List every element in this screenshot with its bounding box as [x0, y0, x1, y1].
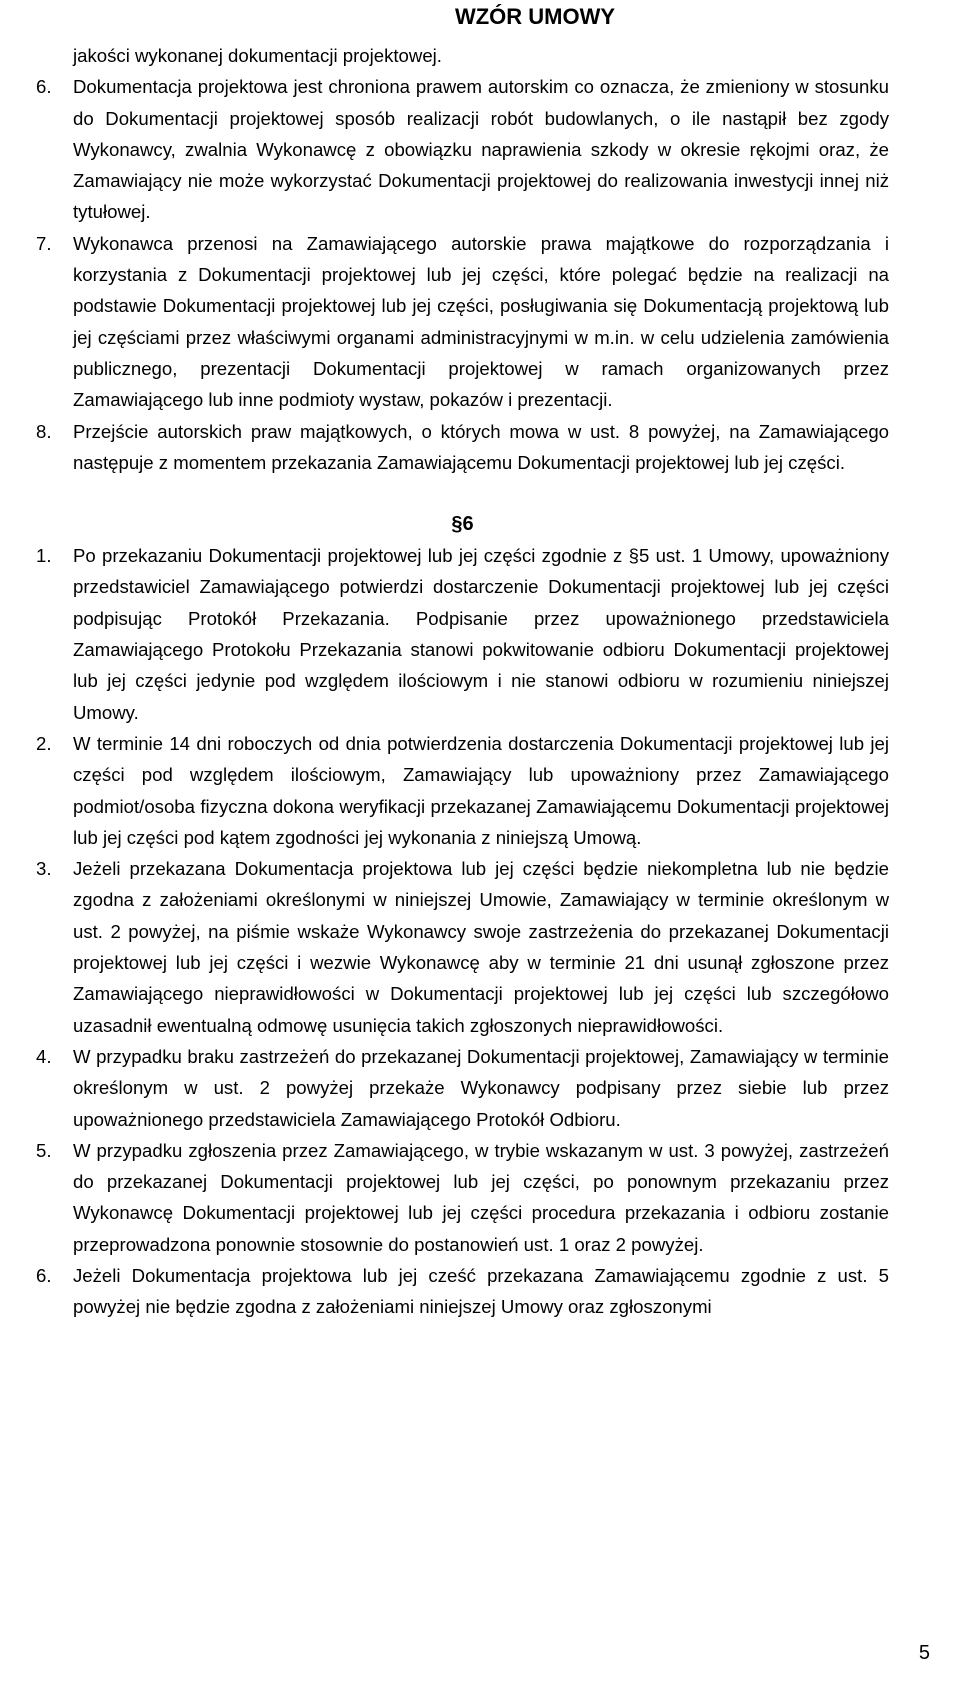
section-heading: §6: [451, 513, 474, 536]
item-text: W terminie 14 dni roboczych od dnia potwierdzenia dostarczenia Dokumentacji projektowej lub jej części pod względem ilościowym, Zamawiający lub upoważniony przez Zamawiającego podmiot/osoba fizyczna dokona weryfikacji przekazanej Zamawiającemu Dokumentacji projektowej lub jej części pod kątem zgodności jej wykonania z niniejszą Umową.: [73, 732, 889, 848]
list-item: [36, 1135, 889, 1260]
item-number: 6.: [36, 1264, 52, 1286]
item-number: 1.: [36, 545, 52, 567]
item-text: Jeżeli Dokumentacja projektowa lub jej cześć przekazana Zamawiającemu zgodnie z ust. 5 powyżej nie będzie zgodna z założeniami niniejszej Umowy oraz zgłoszonymi: [73, 1264, 889, 1318]
header-title: WZÓR UMOWY: [454, 4, 616, 29]
page-number: 5: [918, 1642, 930, 1664]
document-body: [36, 40, 889, 1323]
item-number: 3.: [36, 858, 52, 880]
item-number: 8.: [36, 420, 52, 442]
document-header: [0, 4, 960, 30]
list-item: [36, 71, 889, 227]
item-text: Przejście autorskich praw majątkowych, o których mowa w ust. 8 powyżej, na Zamawiającego następuje z momentem przekazania Zamawiającemu Dokumentacji projektowej lub jej części.: [73, 420, 889, 473]
item-number: 7.: [36, 232, 52, 254]
item-number: 5.: [36, 1139, 52, 1161]
item-text: Wykonawca przenosi na Zamawiającego autorskie prawa majątkowe do rozporządzania i korzystania z Dokumentacji projektowej lub jej części, które polegać będzie na realizacji na podstawie Dokumentacji projektowej lub jej części, posługiwania się Dokumentacją projektową lub jej częściami przez właściwymi organami administracyjnymi w m.in. w celu udzielenia zamówienia publicznego, prezentacji Dokumentacji projektowej w ramach organizowanych przez Zamawiającego lub inne podmioty wystaw, pokazów i prezentacji.: [73, 232, 889, 411]
list-item: [36, 853, 889, 1041]
item-number: 2.: [36, 732, 52, 754]
item-text: Jeżeli przekazana Dokumentacja projektowa lub jej części będzie niekompletna lub nie będzie zgodna z założeniami określonymi w niniejszej Umowie, Zamawiający w terminie określonym w ust. 2 powyżej, na piśmie wskaże Wykonawcy swoje zastrzeżenia do przekazanej Dokumentacji projektowej lub jej części i wezwie Wykonawcę aby w terminie 21 dni usunął zgłoszone przez Zamawiającego nieprawidłowości w Dokumentacji projektowej lub jej części lub szczegółowo uzasadnił ewentualną odmowę usunięcia takich zgłoszonych nieprawidłowości.: [73, 858, 889, 1036]
item-number: 4.: [36, 1045, 52, 1067]
list-item: [36, 1260, 889, 1323]
item-text: Dokumentacja projektowa jest chroniona prawem autorskim co oznacza, że zmieniony w stosunku do Dokumentacji projektowej sposób realizacji robót budowlanych, o ile nastąpił bez zgody Wykonawcy, zwalnia Wykonawcę z obowiązku naprawienia szkody w okresie rękojmi oraz, że Zamawiający nie może wykorzystać Dokumentacji projektowej do realizowania inwestycji innej niż tytułowej.: [73, 76, 889, 223]
item-text: Po przekazaniu Dokumentacji projektowej lub jej części zgodnie z §5 ust. 1 Umowy, upoważniony przedstawiciel Zamawiającego potwierdzi dostarczenie Dokumentacji projektowej lub jej części podpisując Protokół Przekazania. Podpisanie przez upoważnionego przedstawiciela Zamawiającego Protokołu Przekazania stanowi pokwitowanie odbioru Dokumentacji projektowej lub jej części jedynie pod względem ilościowym i nie stanowi odbioru w rozumieniu niniejszej Umowy.: [73, 545, 889, 723]
list-item: [36, 1041, 889, 1135]
item-text: W przypadku zgłoszenia przez Zamawiającego, w trybie wskazanym w ust. 3 powyżej, zastrzeżeń do przekazanej Dokumentacji projektowej lub jej części, po ponownym przekazaniu przez Wykonawcę Dokumentacji projektowej lub jej części procedura przekazania i odbioru zostanie przeprowadzona ponownie stosownie do postanowień ust. 1 oraz 2 powyżej.: [73, 1139, 889, 1255]
list-item: [36, 416, 889, 479]
list-item: [36, 728, 889, 853]
list-item: [36, 228, 889, 416]
list-item: [36, 540, 889, 728]
item-number: 6.: [36, 76, 52, 98]
item-text: W przypadku braku zastrzeżeń do przekazanej Dokumentacji projektowej, Zamawiający w terminie określonym w ust. 2 powyżej przekaże Wykonawcy podpisany przez siebie lub przez upoważnionego przedstawiciela Zamawiającego Protokół Odbioru.: [73, 1045, 889, 1130]
continuation-text: jakości wykonanej dokumentacji projektowej.: [73, 45, 442, 66]
